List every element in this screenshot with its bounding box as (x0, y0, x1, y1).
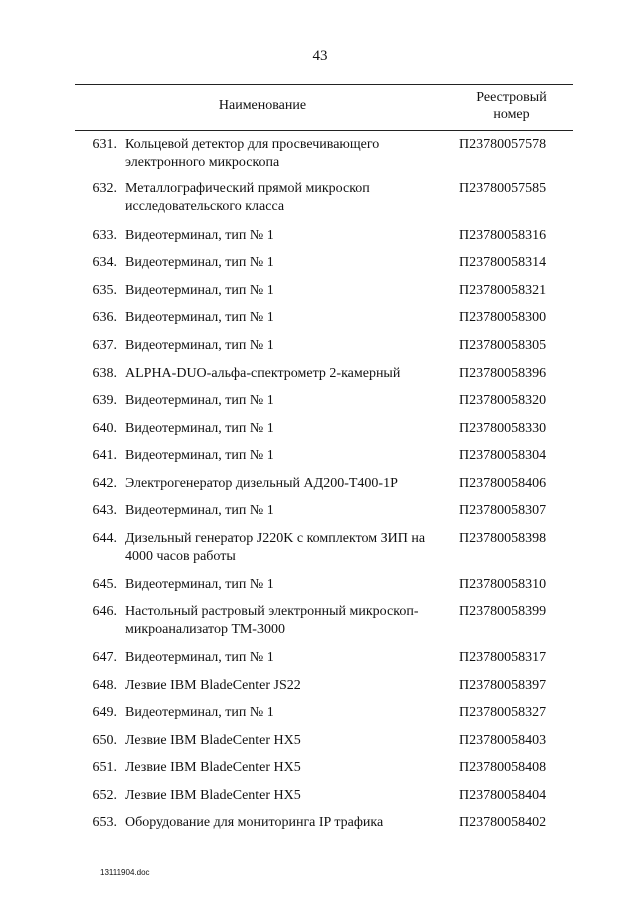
row-number: 653. (92, 815, 117, 830)
row-number: 645. (92, 577, 117, 592)
row-name: Видеотерминал, тип № 1 (125, 421, 274, 436)
table-row (75, 475, 573, 493)
row-registry-number: П23780057578 (459, 137, 547, 152)
table-row (75, 677, 573, 695)
row-number: 640. (92, 421, 117, 436)
table-row (75, 814, 573, 832)
row-registry-number: П23780058307 (459, 503, 547, 518)
column-header-registry-line2: номер (493, 107, 530, 122)
row-name: Видеотерминал, тип № 1 (125, 448, 274, 463)
row-number: 646. (92, 604, 117, 619)
table-row (75, 530, 573, 566)
table-row (75, 392, 573, 410)
table-row (75, 227, 573, 245)
row-name: Лезвие IBM BladeCenter JS22 (125, 678, 301, 693)
row-registry-number: П23780058300 (459, 310, 547, 325)
row-registry-number: П23780058330 (459, 421, 547, 436)
table-row (75, 180, 573, 216)
row-number: 633. (92, 228, 117, 243)
column-header-name: Наименование (218, 98, 307, 113)
table-row (75, 502, 573, 520)
row-number: 651. (92, 760, 117, 775)
table-row (75, 732, 573, 750)
row-number: 635. (92, 283, 117, 298)
footer-filename: 13111904.doc (100, 868, 150, 877)
row-registry-number: П23780058320 (459, 393, 547, 408)
row-name: ALPHA-DUO-альфа-спектрометр 2-камерный (125, 366, 401, 381)
row-registry-number: П23780058305 (459, 338, 547, 353)
row-name: Лезвие IBM BladeCenter HX5 (125, 733, 301, 748)
row-registry-number: П23780058402 (459, 815, 547, 830)
row-registry-number: П23780058314 (459, 255, 547, 270)
table-row (75, 420, 573, 438)
row-number: 643. (92, 503, 117, 518)
row-name: Видеотерминал, тип № 1 (125, 228, 274, 243)
row-number: 644. (92, 531, 117, 546)
row-registry-number: П23780058406 (459, 476, 547, 491)
table-row (75, 254, 573, 272)
row-registry-number: П23780058408 (459, 760, 547, 775)
table-row (75, 309, 573, 327)
row-number: 637. (92, 338, 117, 353)
row-number: 631. (92, 137, 117, 152)
row-name: Видеотерминал, тип № 1 (125, 393, 274, 408)
table-row (75, 603, 573, 639)
row-number: 642. (92, 476, 117, 491)
table-row (75, 576, 573, 594)
row-registry-number: П23780058317 (459, 650, 547, 665)
row-registry-number: П23780058321 (459, 283, 547, 298)
row-name: Видеотерминал, тип № 1 (125, 338, 274, 353)
column-header-registry (450, 89, 573, 123)
row-number: 641. (92, 448, 117, 463)
table-row (75, 365, 573, 383)
row-registry-number: П23780058403 (459, 733, 547, 748)
row-registry-number: П23780057585 (459, 181, 547, 196)
row-number: 634. (92, 255, 117, 270)
table-row (75, 759, 573, 777)
row-number: 636. (92, 310, 117, 325)
row-name: Видеотерминал, тип № 1 (125, 255, 274, 270)
row-name: Видеотерминал, тип № 1 (125, 283, 274, 298)
column-header-registry-line1: Реестровый (476, 90, 547, 105)
row-name: Кольцевой детектор для просвечивающего электронного микроскопа (125, 137, 380, 170)
row-name: Видеотерминал, тип № 1 (125, 310, 274, 325)
table-row (75, 136, 573, 172)
table-header (75, 84, 573, 131)
page-number: 43 (312, 48, 328, 64)
table-row (75, 649, 573, 667)
row-number: 638. (92, 366, 117, 381)
row-name: Лезвие IBM BladeCenter HX5 (125, 760, 301, 775)
row-number: 652. (92, 788, 117, 803)
row-registry-number: П23780058316 (459, 228, 547, 243)
row-name: Электрогенератор дизельный АД200-Т400-1Р (125, 476, 398, 491)
row-number: 650. (92, 733, 117, 748)
row-registry-number: П23780058404 (459, 788, 547, 803)
row-number: 647. (92, 650, 117, 665)
row-name: Дизельный генератор J220K с комплектом ЗИП на 4000 часов работы (125, 531, 426, 564)
table-row (75, 787, 573, 805)
row-registry-number: П23780058327 (459, 705, 547, 720)
row-name: Видеотерминал, тип № 1 (125, 577, 274, 592)
row-name: Металлографический прямой микроскоп исследовательского класса (125, 181, 370, 214)
row-registry-number: П23780058310 (459, 577, 547, 592)
row-registry-number: П23780058397 (459, 678, 547, 693)
row-name: Оборудование для мониторинга IP трафика (125, 815, 384, 830)
row-registry-number: П23780058398 (459, 531, 547, 546)
row-number: 649. (92, 705, 117, 720)
row-name: Лезвие IBM BladeCenter HX5 (125, 788, 301, 803)
row-name: Видеотерминал, тип № 1 (125, 503, 274, 518)
table-row (75, 282, 573, 300)
row-registry-number: П23780058396 (459, 366, 547, 381)
row-registry-number: П23780058399 (459, 604, 547, 619)
row-number: 639. (92, 393, 117, 408)
row-name: Настольный растровый электронный микроскоп-микроанализатор ТМ-3000 (125, 604, 419, 637)
row-registry-number: П23780058304 (459, 448, 547, 463)
table-row (75, 337, 573, 355)
row-number: 648. (92, 678, 117, 693)
table-row (75, 447, 573, 465)
row-name: Видеотерминал, тип № 1 (125, 650, 274, 665)
table-row (75, 704, 573, 722)
row-number: 632. (92, 181, 117, 196)
row-name: Видеотерминал, тип № 1 (125, 705, 274, 720)
